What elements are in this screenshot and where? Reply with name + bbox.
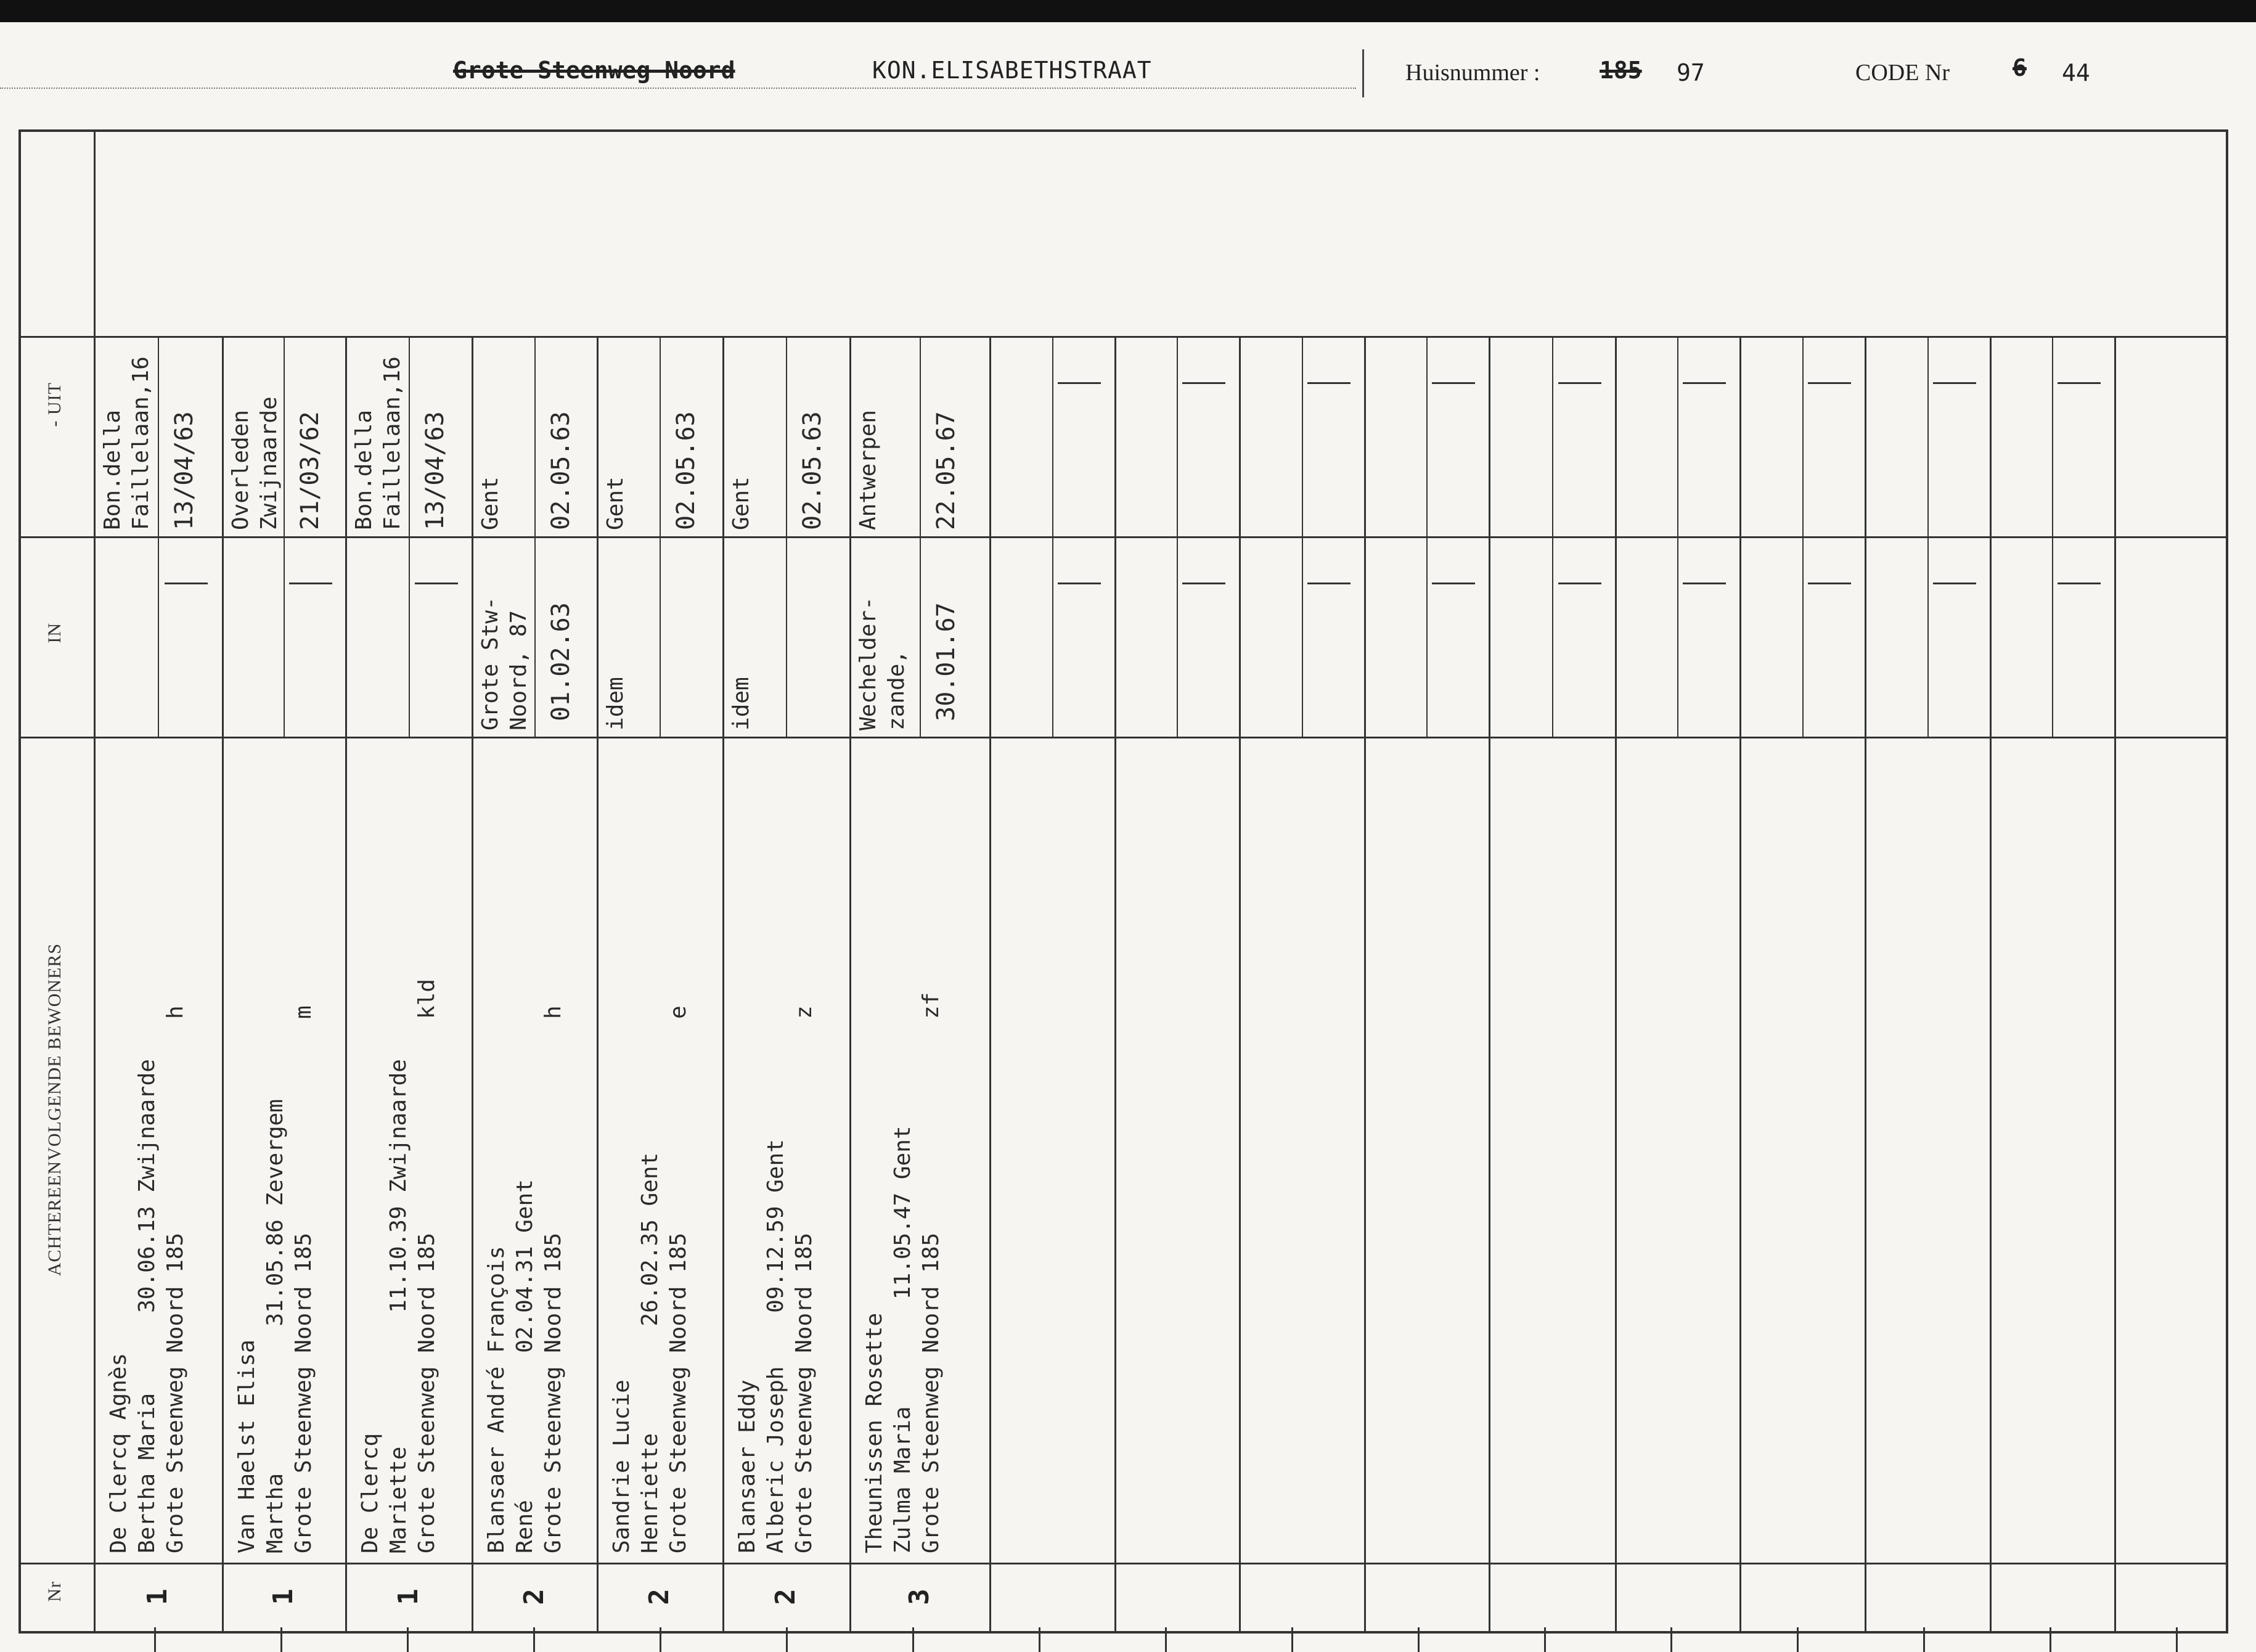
edge-tick	[533, 1627, 535, 1652]
edge-tick	[912, 1627, 914, 1652]
subcolumn-divider	[1927, 336, 1929, 737]
subcolumn-divider	[1302, 336, 1303, 737]
top-border	[0, 0, 2256, 22]
column-divider	[1739, 336, 1741, 1634]
resident-entry: Sandrie Lucie Henriette 26.02.35 Gent Grote Steenweg Noord 185 e	[609, 1005, 691, 1553]
column-divider	[2114, 336, 2116, 1634]
street-name-new: KON.ELISABETHSTRAAT	[872, 57, 1152, 84]
code-new: 44	[2062, 59, 2090, 86]
uit-date: 22.05.67	[931, 411, 960, 530]
empty-dash	[1307, 382, 1351, 384]
resident-entry: Van Haelst Elisa Martha 31.05.86 Zevergem Grote Steenweg Noord 185 m	[234, 1005, 316, 1553]
column-divider	[1990, 336, 1992, 1634]
column-label-residents: ACHTEREENVOLGENDE BEWONERS	[44, 943, 65, 1277]
empty-dash	[1558, 382, 1601, 384]
column-label-uit: - UIT	[44, 382, 65, 427]
column-divider	[849, 336, 851, 1634]
house-number-label: Huisnummer :	[1405, 60, 1540, 86]
empty-dash	[1058, 382, 1101, 384]
resident-entry: De Clercq Mariette 11.10.39 Zwijnaarde Grote Steenweg Noord 185 kld	[358, 979, 439, 1553]
subcolumn-divider	[158, 336, 159, 737]
edge-tick	[1544, 1627, 1546, 1652]
column-divider	[597, 336, 599, 1634]
column-divider	[1615, 336, 1617, 1634]
subcolumn-divider	[1177, 336, 1178, 737]
entry-number: 2	[518, 1589, 550, 1605]
in-place: Grote Stw- Noord, 87	[478, 597, 531, 730]
edge-tick	[1039, 1627, 1040, 1652]
subcolumn-divider	[920, 336, 921, 737]
edge-tick	[660, 1627, 661, 1652]
in-date: 30.01.67	[931, 602, 960, 721]
house-number-new: 97	[1677, 59, 1705, 86]
empty-dash	[1808, 583, 1851, 584]
subcolumn-divider	[1677, 336, 1678, 737]
subcolumn-divider	[1052, 336, 1053, 737]
uit-date: 21/03/62	[296, 411, 324, 530]
edge-tick	[1923, 1627, 1925, 1652]
column-divider	[1114, 336, 1116, 1634]
empty-dash	[1182, 382, 1225, 384]
column-divider	[722, 336, 724, 1634]
empty-dash	[1058, 583, 1101, 584]
header-dotted-line	[0, 88, 1356, 89]
entry-number: 1	[267, 1589, 299, 1605]
residents-nr-line	[18, 1563, 2228, 1564]
edge-tick	[154, 1627, 156, 1652]
street-name-struck: Grote Steenweg Noord	[453, 57, 735, 84]
empty-dash	[1307, 583, 1351, 584]
uit-date: 13/04/63	[170, 411, 198, 530]
column-divider	[1364, 336, 1366, 1634]
header-separator	[1362, 49, 1364, 97]
subcolumn-divider	[2052, 336, 2053, 737]
edge-tick	[1670, 1627, 1672, 1652]
in-place: idem	[729, 677, 754, 730]
subcolumn-divider	[409, 336, 410, 737]
empty-dash	[1683, 583, 1726, 584]
subcolumn-divider	[534, 336, 536, 737]
resident-entry: Blansaer Eddy Alberic Joseph 09.12.59 Gent Grote Steenweg Noord 185 z	[735, 1005, 817, 1553]
subcolumn-divider	[284, 336, 285, 737]
house-number-struck: 185	[1600, 57, 1642, 84]
column-divider	[1489, 336, 1490, 1634]
empty-dash	[165, 583, 208, 584]
code-label: CODE Nr	[1855, 60, 1950, 86]
in-place: Wechelder- zande,	[856, 597, 909, 730]
entry-number: 2	[769, 1589, 801, 1605]
empty-dash	[2058, 382, 2101, 384]
empty-dash	[1432, 382, 1475, 384]
empty-dash	[1558, 583, 1601, 584]
empty-dash	[1182, 583, 1225, 584]
in-place: idem	[603, 677, 628, 730]
edge-tick	[786, 1627, 788, 1652]
uit-in-line	[18, 536, 2228, 538]
uit-place: Gent	[729, 476, 754, 530]
entry-number: 1	[392, 1589, 424, 1605]
empty-dash	[415, 583, 458, 584]
uit-date: 02.05.63	[798, 411, 827, 530]
column-divider	[989, 336, 991, 1634]
edge-tick	[407, 1627, 409, 1652]
empty-dash	[1683, 382, 1726, 384]
edge-tick	[280, 1627, 282, 1652]
column-divider	[345, 336, 347, 1634]
resident-entry: De Clercq Agnès Bertha Maria 30.06.13 Zwijnaarde Grote Steenweg Noord 185 h	[106, 1005, 188, 1553]
column-label-nr: Nr	[44, 1581, 65, 1602]
empty-dash	[2058, 583, 2101, 584]
edge-tick	[1165, 1627, 1167, 1652]
uit-date: 02.05.63	[546, 411, 575, 530]
in-residents-line	[18, 737, 2228, 738]
edge-tick	[1291, 1627, 1293, 1652]
entry-number: 3	[903, 1589, 935, 1605]
uit-place: Overleden Zwijnaarde	[228, 396, 282, 530]
in-date: 01.02.63	[546, 602, 575, 721]
uit-place: Bon.della Faillelaan,16	[100, 356, 153, 530]
subcolumn-divider	[1426, 336, 1428, 737]
uit-date: 13/04/63	[420, 411, 449, 530]
empty-dash	[1933, 382, 1976, 384]
code-struck: 6	[2013, 54, 2027, 81]
edge-tick	[1797, 1627, 1799, 1652]
label-column-line	[94, 129, 96, 1634]
subcolumn-divider	[786, 336, 787, 737]
uit-place: Bon.della Faillelaan,16	[351, 356, 405, 530]
edge-tick	[2176, 1627, 2178, 1652]
empty-dash	[1808, 382, 1851, 384]
subcolumn-divider	[1552, 336, 1553, 737]
uit-place: Gent	[478, 476, 503, 530]
edge-tick	[1418, 1627, 1420, 1652]
column-label-in: IN	[44, 623, 65, 644]
uit-place: Gent	[603, 476, 628, 530]
column-divider	[222, 336, 224, 1634]
subcolumn-divider	[1802, 336, 1804, 737]
column-divider	[1865, 336, 1866, 1634]
empty-dash	[289, 583, 332, 584]
empty-dash	[1432, 583, 1475, 584]
resident-entry: Blansaer André François René 02.04.31 Gent Grote Steenweg Noord 185 h	[484, 1005, 566, 1553]
column-divider	[472, 336, 473, 1634]
empty-dash	[1933, 583, 1976, 584]
resident-entry: Theunissen Rosette Zulma Maria 11.05.47 Gent Grote Steenweg Noord 185 zf	[862, 992, 944, 1553]
uit-date: 02.05.63	[672, 411, 700, 530]
uit-place: Antwerpen	[856, 409, 881, 530]
entry-number: 2	[643, 1589, 675, 1605]
column-divider	[1239, 336, 1241, 1634]
subcolumn-divider	[660, 336, 661, 737]
entry-number: 1	[141, 1589, 173, 1605]
uit-top-line	[18, 336, 2228, 338]
edge-tick	[2050, 1627, 2051, 1652]
